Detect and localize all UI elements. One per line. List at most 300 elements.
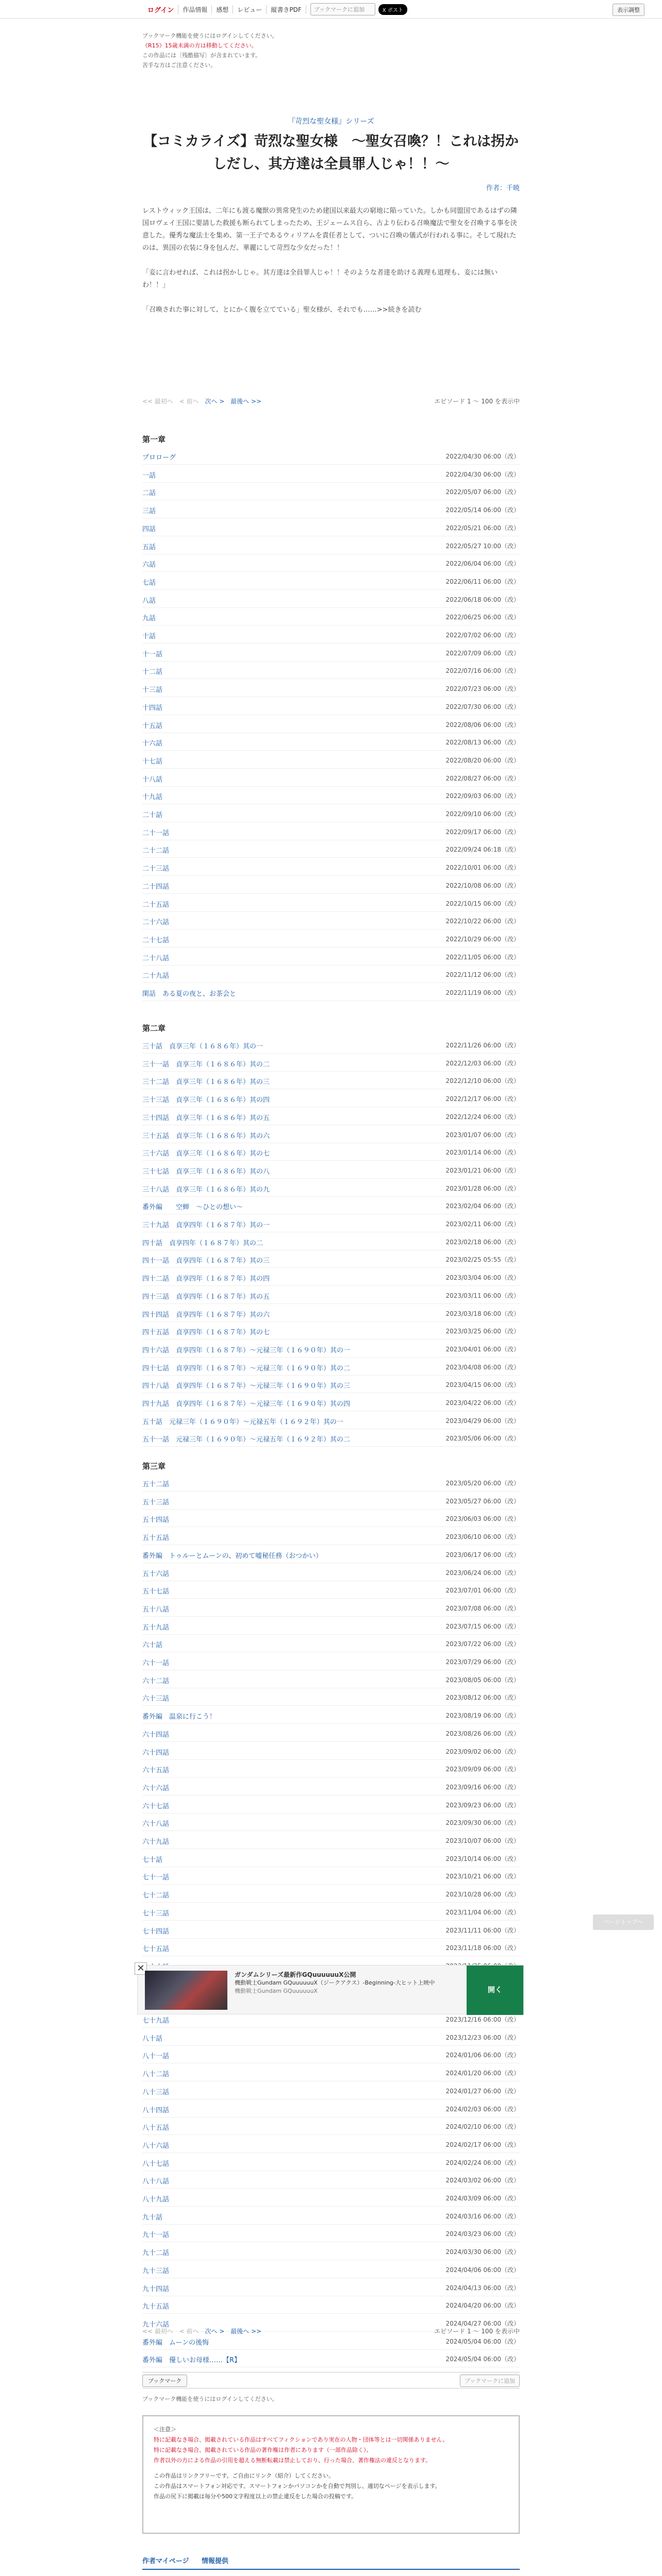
- pager-next[interactable]: 次へ >: [205, 398, 225, 405]
- pager-last[interactable]: 最後へ >>: [230, 2328, 262, 2335]
- episode-row[interactable]: [142, 1564, 520, 1581]
- episode-row[interactable]: [142, 1510, 520, 1527]
- episode-link[interactable]: 八十六話: [142, 2142, 170, 2150]
- episode-link[interactable]: 三十一話 貞享三年（１６８６年）其の二: [142, 1060, 270, 1069]
- episode-date: 2024/03/30 06:00（改）: [445, 2248, 520, 2256]
- episode-date: 2022/10/01 06:00（改）: [445, 864, 520, 872]
- episode-row[interactable]: [142, 1054, 520, 1072]
- episode-row[interactable]: [142, 2046, 520, 2063]
- episode-link[interactable]: 九話: [142, 615, 156, 623]
- episode-date: 2023/09/09 06:00（改）: [445, 1766, 520, 1773]
- episode-link[interactable]: 二十三話: [142, 865, 170, 873]
- episode-link[interactable]: 六十六話: [142, 1784, 170, 1792]
- episode-row[interactable]: [142, 1233, 520, 1250]
- episode-row[interactable]: [142, 1635, 520, 1652]
- episode-link[interactable]: 十四話: [142, 704, 163, 712]
- episode-date: 2022/12/10 06:00（改）: [445, 1077, 520, 1085]
- episode-link[interactable]: 番外編 温泉に行こう！: [142, 1713, 217, 1721]
- episode-link[interactable]: 八十四話: [142, 2106, 170, 2114]
- episode-date: 2022/07/02 06:00（改）: [445, 632, 520, 639]
- episode-date: 2022/10/22 06:00（改）: [445, 918, 520, 925]
- bookmark-add-disabled[interactable]: ブックマークに追加: [460, 2375, 520, 2387]
- pager-top: [142, 397, 520, 407]
- episode-row[interactable]: [142, 2136, 520, 2153]
- episode-link[interactable]: 四十八話 貞享四年（１６８７年）～元禄三年（１６９０年）其の三: [142, 1382, 351, 1391]
- episode-link[interactable]: 六十八話: [142, 1820, 170, 1828]
- episode-row[interactable]: [142, 1867, 520, 1885]
- episode-row[interactable]: [142, 1903, 520, 1921]
- episode-link[interactable]: 十八話: [142, 775, 163, 784]
- episode-row[interactable]: [142, 1215, 520, 1232]
- episode-date: 2022/06/18 06:00（改）: [445, 596, 520, 603]
- episode-row[interactable]: [142, 1108, 520, 1125]
- episode-date: 2023/06/17 06:00（改）: [445, 1551, 520, 1558]
- episode-link[interactable]: 五話: [142, 543, 156, 551]
- episode-link[interactable]: 五十八話: [142, 1605, 170, 1614]
- episode-row[interactable]: [142, 608, 520, 625]
- episode-row[interactable]: [142, 1322, 520, 1340]
- episode-date: 2022/11/19 06:00（改）: [445, 989, 520, 996]
- episode-row[interactable]: [142, 1671, 520, 1688]
- episode-row[interactable]: [142, 1126, 520, 1143]
- episode-row[interactable]: [142, 1358, 520, 1376]
- episode-row[interactable]: [142, 1617, 520, 1635]
- episode-link[interactable]: 九十二話: [142, 2249, 170, 2258]
- episode-link[interactable]: 五十九話: [142, 1623, 170, 1632]
- episode-row[interactable]: [142, 2225, 520, 2242]
- episode-row[interactable]: [142, 894, 520, 912]
- episode-row[interactable]: [142, 858, 520, 876]
- author-name[interactable]: 作者：千暁: [486, 184, 520, 192]
- episode-row[interactable]: [142, 680, 520, 697]
- episode-row[interactable]: [142, 1143, 520, 1161]
- episode-row[interactable]: [142, 1528, 520, 1545]
- episode-link[interactable]: 六十三話: [142, 1695, 170, 1703]
- episode-date: 2023/07/22 06:00（改）: [445, 1640, 520, 1648]
- episode-date: 2022/06/04 06:00（改）: [445, 560, 520, 568]
- episode-date: 2023/05/27 06:00（改）: [445, 1497, 520, 1505]
- episode-link[interactable]: 十五話: [142, 722, 163, 730]
- episode-link[interactable]: 五十話 元禄三年（１６９０年）～元禄五年（１６９２年）其の一: [142, 1418, 344, 1426]
- episode-row[interactable]: [142, 823, 520, 840]
- episode-date: 2022/09/24 06:18（改）: [445, 846, 520, 854]
- pager-prev[interactable]: < 前へ: [179, 398, 199, 405]
- episode-link[interactable]: 八十八話: [142, 2178, 170, 2186]
- episode-row[interactable]: [142, 1197, 520, 1214]
- episode-row[interactable]: [142, 1760, 520, 1777]
- chapter-title: 第一章: [142, 435, 166, 444]
- episode-date: 2022/09/03 06:00（改）: [445, 792, 520, 800]
- episode-date: 2023/04/29 06:00（改）: [445, 1417, 520, 1425]
- ad-title: ガンダムシリーズ最新作GQuuuuuuX公開: [235, 1971, 356, 1978]
- episode-link[interactable]: 五十一話 元禄三年（１６９０年）～元禄五年（１６９２年）其の二: [142, 1436, 351, 1444]
- episode-row[interactable]: [142, 1250, 520, 1268]
- episode-row[interactable]: [142, 1304, 520, 1322]
- episode-date: 2022/07/30 06:00（改）: [445, 703, 520, 710]
- episode-link[interactable]: 五十五話: [142, 1534, 170, 1543]
- episode-link[interactable]: 閑話 ある夏の夜と、お茶会と: [142, 990, 237, 998]
- episode-link[interactable]: 七十三話: [142, 1909, 170, 1918]
- episode-date: 2022/12/24 06:00（改）: [445, 1113, 520, 1121]
- series-link[interactable]: 『苛烈な聖女様』シリーズ: [288, 117, 374, 126]
- episode-row[interactable]: [142, 805, 520, 822]
- episode-link[interactable]: 十六話: [142, 740, 163, 748]
- episode-date: 2024/02/10 06:00（改）: [445, 2123, 520, 2131]
- pager-prev[interactable]: < 前へ: [179, 2328, 199, 2335]
- tab-author-page[interactable]: 作者マイページ: [142, 2557, 189, 2565]
- episode-date: 2023/09/23 06:00（改）: [445, 1801, 520, 1809]
- notice-cruelty: この作品には〔残酷描写〕が含まれています。: [142, 52, 261, 59]
- episode-date: 2023/05/06 06:00（改）: [445, 1435, 520, 1443]
- episode-row[interactable]: [142, 1429, 520, 1447]
- pager-next[interactable]: 次へ >: [205, 2328, 225, 2335]
- episode-link[interactable]: 七十九話: [142, 2017, 170, 2025]
- episode-row[interactable]: [142, 984, 520, 1001]
- episode-row[interactable]: [142, 1778, 520, 1795]
- episode-link[interactable]: 四十五話 貞享四年（１６８７年）其の七: [142, 1329, 270, 1337]
- episode-link[interactable]: 五十六話: [142, 1570, 170, 1578]
- chapter-title: 第二章: [142, 1024, 166, 1033]
- episode-link[interactable]: 八十一話: [142, 2053, 170, 2061]
- pager-last[interactable]: 最後へ >>: [230, 398, 262, 405]
- episode-link[interactable]: 四十一話 貞享四年（１６８７年）其の三: [142, 1257, 270, 1265]
- episode-row[interactable]: [142, 1724, 520, 1742]
- episode-link[interactable]: 十一話: [142, 650, 163, 658]
- pager-first[interactable]: << 最初へ: [142, 398, 173, 405]
- episode-link[interactable]: 九十一話: [142, 2231, 170, 2240]
- episode-row[interactable]: [142, 1921, 520, 1939]
- episode-link[interactable]: プロローグ: [142, 454, 176, 462]
- episode-link[interactable]: 八十三話: [142, 2088, 170, 2096]
- episode-row[interactable]: [142, 2171, 520, 2189]
- episode-link[interactable]: 三十三話 貞享三年（１６８６年）其の四: [142, 1096, 270, 1105]
- episode-row[interactable]: [142, 1688, 520, 1706]
- episode-row[interactable]: [142, 912, 520, 929]
- episode-date: 2023/03/04 06:00（改）: [445, 1274, 520, 1282]
- episode-date: 2022/06/11 06:00（改）: [445, 578, 520, 585]
- episode-link[interactable]: 五十三話: [142, 1498, 170, 1506]
- episode-row[interactable]: [142, 1286, 520, 1304]
- episode-row[interactable]: [142, 483, 520, 500]
- episode-date: 2022/07/16 06:00（改）: [445, 667, 520, 675]
- ad-text[interactable]: [235, 1971, 441, 1995]
- page-top-button[interactable]: ページトップへ: [593, 1914, 654, 1930]
- episode-row[interactable]: [142, 626, 520, 643]
- nav-impressions[interactable]: 感想: [212, 5, 233, 14]
- episode-link[interactable]: 一話: [142, 471, 156, 480]
- episode-row[interactable]: [142, 948, 520, 965]
- episode-link[interactable]: 九十六話: [142, 2320, 170, 2329]
- episode-link[interactable]: 五十二話: [142, 1481, 170, 1488]
- episode-link[interactable]: 八十七話: [142, 2160, 170, 2168]
- episode-link[interactable]: 二十六話: [142, 919, 170, 927]
- episode-link[interactable]: 三話: [142, 507, 156, 516]
- episode-row[interactable]: [142, 2117, 520, 2135]
- episode-link[interactable]: 二十二話: [142, 847, 170, 855]
- episode-row[interactable]: [142, 554, 520, 572]
- episode-row[interactable]: [142, 1036, 520, 1054]
- login-link[interactable]: ログイン: [143, 5, 178, 14]
- episode-link[interactable]: 六十七話: [142, 1802, 170, 1810]
- episode-link[interactable]: 七話: [142, 579, 156, 587]
- caution-line: 作者以外の方による作品の引用を超える無断転載は禁止しており、行った場合、著作権法の違反となります。: [154, 2457, 432, 2464]
- episode-row[interactable]: [142, 1090, 520, 1107]
- episode-date: 2023/04/22 06:00（改）: [445, 1399, 520, 1406]
- episode-row[interactable]: [142, 465, 520, 483]
- episode-row[interactable]: [142, 840, 520, 858]
- episode-link[interactable]: 番外編 ムーンの後悔: [142, 2338, 209, 2347]
- episode-date: 2022/08/13 06:00（改）: [445, 739, 520, 747]
- episode-row[interactable]: [142, 2207, 520, 2225]
- ad-open-button[interactable]: 開く: [467, 1965, 523, 2015]
- ad-banner[interactable]: [137, 1965, 524, 2014]
- episode-date: 2023/12/23 06:00（改）: [445, 2033, 520, 2041]
- episode-row[interactable]: [142, 1706, 520, 1724]
- episode-date: 2023/09/30 06:00（改）: [445, 1819, 520, 1827]
- episode-date: 2024/02/03 06:00（改）: [445, 2105, 520, 2113]
- episode-date: 2024/04/20 06:00（改）: [445, 2302, 520, 2310]
- pager-bottom: [142, 2327, 520, 2337]
- episode-row[interactable]: [142, 876, 520, 894]
- episode-link[interactable]: 九十話: [142, 2213, 163, 2222]
- episode-link[interactable]: 四十二話 貞享四年（１６８７年）其の四: [142, 1275, 270, 1283]
- episode-row[interactable]: [142, 501, 520, 518]
- episode-row[interactable]: [142, 787, 520, 804]
- episode-link[interactable]: 六十五話: [142, 1767, 170, 1775]
- episode-link[interactable]: 九十五話: [142, 2303, 170, 2311]
- top-bar: [0, 0, 662, 19]
- episode-row[interactable]: [142, 751, 520, 769]
- episode-link[interactable]: 二十八話: [142, 954, 170, 962]
- episode-link[interactable]: 三十四話 貞享三年（１６８６年）其の五: [142, 1114, 270, 1122]
- tab-info[interactable]: 情報提供: [202, 2557, 229, 2565]
- pager-count: エピソード 1 ～ 100 を表示中: [434, 398, 520, 405]
- episode-link[interactable]: 番外編 優しいお母様……【R】: [142, 2357, 241, 2365]
- episode-date: 2022/08/06 06:00（改）: [445, 721, 520, 728]
- synopsis-p3: 「召喚された事に対して、とにかく腹を立てている」聖女様が、それでも……>>続きを読む: [142, 306, 422, 314]
- episode-link[interactable]: 七十四話: [142, 1927, 170, 1936]
- episode-date: 2024/03/23 06:00（改）: [445, 2230, 520, 2238]
- episode-row[interactable]: [142, 1161, 520, 1179]
- episode-link[interactable]: 六十一話: [142, 1659, 170, 1667]
- episode-link[interactable]: 六十話: [142, 1641, 163, 1650]
- episode-link[interactable]: 六十四話: [142, 1749, 170, 1757]
- nav-work-info[interactable]: 作品情報: [178, 5, 212, 14]
- episode-link[interactable]: 六十四話: [142, 1731, 170, 1739]
- episode-link[interactable]: 二十九話: [142, 972, 170, 980]
- episode-date: 2022/10/15 06:00（改）: [445, 900, 520, 907]
- ad-body: 機動戦士Gundam GQuuuuuuX（ジークアクス）-Beginning-大ヒット上映中: [235, 1979, 435, 1986]
- episode-row[interactable]: [142, 965, 520, 983]
- episode-date: 2023/11/18 06:00（改）: [445, 1944, 520, 1952]
- episode-row[interactable]: [142, 2064, 520, 2081]
- episode-link[interactable]: 二十四話: [142, 883, 170, 891]
- episode-link[interactable]: 二十一話: [142, 829, 170, 837]
- episode-row[interactable]: [142, 2261, 520, 2278]
- episode-date: 2024/03/16 06:00（改）: [445, 2212, 520, 2220]
- episode-row[interactable]: [142, 519, 520, 536]
- episode-date: 2022/12/03 06:00（改）: [445, 1059, 520, 1067]
- episode-link[interactable]: 七十話: [142, 1856, 163, 1864]
- pager-first[interactable]: << 最初へ: [142, 2328, 173, 2335]
- episode-row[interactable]: [142, 2028, 520, 2046]
- episode-link[interactable]: 二十五話: [142, 901, 170, 909]
- nav-pdf[interactable]: 縦書きPDF: [267, 5, 306, 14]
- episode-link[interactable]: 四十六話 貞享四年（１６８７年）～元禄三年（１６９０年）其の一: [142, 1346, 351, 1354]
- episode-link[interactable]: 三十九話 貞享四年（１６８７年）其の一: [142, 1222, 270, 1229]
- episode-row[interactable]: [142, 1072, 520, 1089]
- episode-link[interactable]: 四十話 貞享四年（１６８７年）其の二: [142, 1239, 263, 1247]
- episode-link[interactable]: 四十三話 貞享四年（１６８７年）其の五: [142, 1293, 270, 1301]
- episode-row[interactable]: [142, 662, 520, 679]
- episode-link[interactable]: 三十八話 貞享三年（１６８６年）其の九: [142, 1185, 270, 1194]
- episode-link[interactable]: 三十五話 貞享三年（１６８６年）其の六: [142, 1132, 270, 1140]
- episode-row[interactable]: [142, 1268, 520, 1286]
- episode-date: 2023/08/26 06:00（改）: [445, 1730, 520, 1737]
- episode-link[interactable]: 三十六話 貞享三年（１６８６年）其の七: [142, 1150, 270, 1158]
- episode-row[interactable]: [142, 2189, 520, 2207]
- episode-row[interactable]: [142, 537, 520, 554]
- episode-row[interactable]: [142, 2296, 520, 2314]
- episode-link[interactable]: 八十二話: [142, 2071, 170, 2079]
- episode-row[interactable]: [142, 769, 520, 787]
- episode-date: 2023/10/14 06:00（改）: [445, 1855, 520, 1862]
- episode-date: 2024/04/06 06:00（改）: [445, 2266, 520, 2274]
- episode-row[interactable]: [142, 1546, 520, 1563]
- episode-row[interactable]: [142, 1885, 520, 1903]
- nav-review[interactable]: レビュー: [233, 5, 267, 14]
- episode-row[interactable]: [142, 1412, 520, 1429]
- caution-line: 特に記載なき場合、掲載されている作品はすべてフィクションであり実在の人物・団体等とは一切関係ありません。: [154, 2436, 449, 2443]
- episode-link[interactable]: 七十一話: [142, 1874, 170, 1882]
- episode-link[interactable]: 五十四話: [142, 1516, 170, 1524]
- episode-link[interactable]: 二十話: [142, 811, 163, 819]
- episode-link[interactable]: 七十五話: [142, 1945, 170, 1954]
- display-settings-button[interactable]: 表示調整: [613, 4, 644, 16]
- episode-date: 2023/07/08 06:00（改）: [445, 1604, 520, 1612]
- episode-date: 2022/11/12 06:00（改）: [445, 971, 520, 979]
- episode-row[interactable]: [142, 1796, 520, 1814]
- episode-row[interactable]: [142, 1474, 520, 1492]
- episode-date: 2022/05/27 10:00（改）: [445, 542, 520, 550]
- episode-row[interactable]: [142, 2350, 520, 2367]
- episode-row[interactable]: [142, 716, 520, 733]
- episode-date: 2024/01/27 06:00（改）: [445, 2087, 520, 2095]
- episode-link[interactable]: 三十話 貞享三年（１６８６年）其の一: [142, 1043, 263, 1050]
- episode-row[interactable]: [142, 1939, 520, 1956]
- episode-row[interactable]: [142, 590, 520, 608]
- episode-link[interactable]: 四十七話 貞享四年（１６８７年）～元禄三年（１６９０年）其の二: [142, 1364, 351, 1372]
- episode-link[interactable]: 九十三話: [142, 2267, 170, 2275]
- episode-row[interactable]: [142, 1653, 520, 1670]
- episode-link[interactable]: 六話: [142, 561, 156, 569]
- episode-row[interactable]: [142, 1492, 520, 1510]
- episode-row[interactable]: [142, 1179, 520, 1197]
- episode-row[interactable]: [142, 1394, 520, 1411]
- episode-link[interactable]: 六十二話: [142, 1677, 170, 1685]
- ad-image[interactable]: [145, 1971, 227, 2010]
- episode-link[interactable]: 十二話: [142, 668, 163, 676]
- episode-date: 2023/03/25 06:00（改）: [445, 1328, 520, 1335]
- episode-date: 2023/08/05 06:00（改）: [445, 1676, 520, 1684]
- bookmark-add-button[interactable]: ブックマークに追加: [310, 3, 375, 15]
- episode-row[interactable]: [142, 447, 520, 465]
- episode-date: 2022/05/07 06:00（改）: [445, 488, 520, 496]
- episode-row[interactable]: [142, 1850, 520, 1867]
- episode-link[interactable]: 十九話: [142, 793, 163, 802]
- close-icon[interactable]: ✕: [135, 1962, 147, 1975]
- episode-row[interactable]: [142, 1814, 520, 1831]
- episode-date: 2023/12/16 06:00（改）: [445, 2016, 520, 2023]
- episode-date: 2024/01/06 06:00（改）: [445, 2052, 520, 2059]
- novel-title: 【コミカライズ】苛烈な聖女様 ～聖女召喚？！これは拐かしだし、其方達は全員罪人じゃ！！～: [143, 133, 519, 172]
- episode-date: 2023/09/16 06:00（改）: [445, 1783, 520, 1791]
- episode-row[interactable]: [142, 1376, 520, 1393]
- episode-link[interactable]: 八十話: [142, 2035, 163, 2043]
- episode-link[interactable]: 四十四話 貞享四年（１６８７年）其の六: [142, 1311, 270, 1319]
- episode-row[interactable]: [142, 2154, 520, 2171]
- episode-link[interactable]: 三十七話 貞享三年（１６８６年）其の八: [142, 1167, 270, 1176]
- caution-head: ＜注意＞: [154, 2426, 176, 2433]
- episode-row[interactable]: [142, 733, 520, 751]
- episode-row[interactable]: [142, 2243, 520, 2260]
- episode-link[interactable]: 四話: [142, 525, 156, 533]
- notice-login: ブックマーク機能を使うにはログインしてください。: [142, 32, 278, 39]
- episode-link[interactable]: 八十九話: [142, 2196, 170, 2204]
- episode-link[interactable]: 八話: [142, 597, 156, 605]
- episode-link[interactable]: 七十二話: [142, 1892, 170, 1900]
- episode-link[interactable]: 五十七話: [142, 1588, 170, 1596]
- episode-date: 2023/03/18 06:00（改）: [445, 1310, 520, 1317]
- episode-row[interactable]: [142, 1832, 520, 1849]
- episode-link[interactable]: 番外編 空蝉 ～ひとの想い～: [142, 1204, 243, 1212]
- caution-line: 作品の尻下に掲載は毎分や500文字程度以上の禁止違反をした場合の投稿です。: [154, 2493, 357, 2500]
- episode-link[interactable]: 十話: [142, 633, 156, 640]
- episode-date: 2022/04/30 06:00（改）: [445, 453, 520, 460]
- episode-row[interactable]: [142, 2082, 520, 2099]
- episode-date: 2024/05/04 06:00（改）: [445, 2337, 520, 2345]
- episode-link[interactable]: 十三話: [142, 686, 163, 694]
- episode-link[interactable]: 六十九話: [142, 1838, 170, 1846]
- episode-link[interactable]: 二話: [142, 489, 156, 498]
- episode-row[interactable]: [142, 1742, 520, 1760]
- bookmark-login-note: ブックマーク機能を使うにはログインしてください。: [142, 2396, 278, 2402]
- episode-date: 2022/08/20 06:00（改）: [445, 756, 520, 764]
- episode-link[interactable]: 三十二話 貞享三年（１６８６年）其の三: [142, 1078, 270, 1087]
- bookmark-button[interactable]: ブックマーク: [142, 2375, 187, 2387]
- episode-row[interactable]: [142, 930, 520, 947]
- episode-link[interactable]: 十七話: [142, 757, 163, 766]
- episode-link[interactable]: 四十九話 貞享四年（１６８７年）～元禄三年（１６９０年）其の四: [142, 1400, 351, 1408]
- episode-date: 2023/04/08 06:00（改）: [445, 1363, 520, 1371]
- x-post-button[interactable]: X ポスト: [378, 4, 407, 15]
- episode-date: 2023/07/29 06:00（改）: [445, 1658, 520, 1666]
- episode-link[interactable]: 八十五話: [142, 2124, 170, 2132]
- episode-row[interactable]: [142, 1599, 520, 1617]
- episode-row[interactable]: [142, 572, 520, 590]
- episode-row[interactable]: [142, 2100, 520, 2117]
- episode-row[interactable]: [142, 644, 520, 662]
- episode-link[interactable]: 番外編 トゥルーとムーンの、初めて嘘秘任務（おつかい）: [142, 1552, 323, 1560]
- author-link[interactable]: [142, 182, 520, 192]
- episode-date: 2023/01/07 06:00（改）: [445, 1131, 520, 1139]
- episode-row[interactable]: [142, 1581, 520, 1599]
- episode-row[interactable]: [142, 698, 520, 715]
- episode-row[interactable]: [142, 1340, 520, 1358]
- episode-link[interactable]: 九十四話: [142, 2285, 170, 2293]
- episode-row[interactable]: [142, 2279, 520, 2296]
- episode-link[interactable]: 二十七話: [142, 936, 170, 944]
